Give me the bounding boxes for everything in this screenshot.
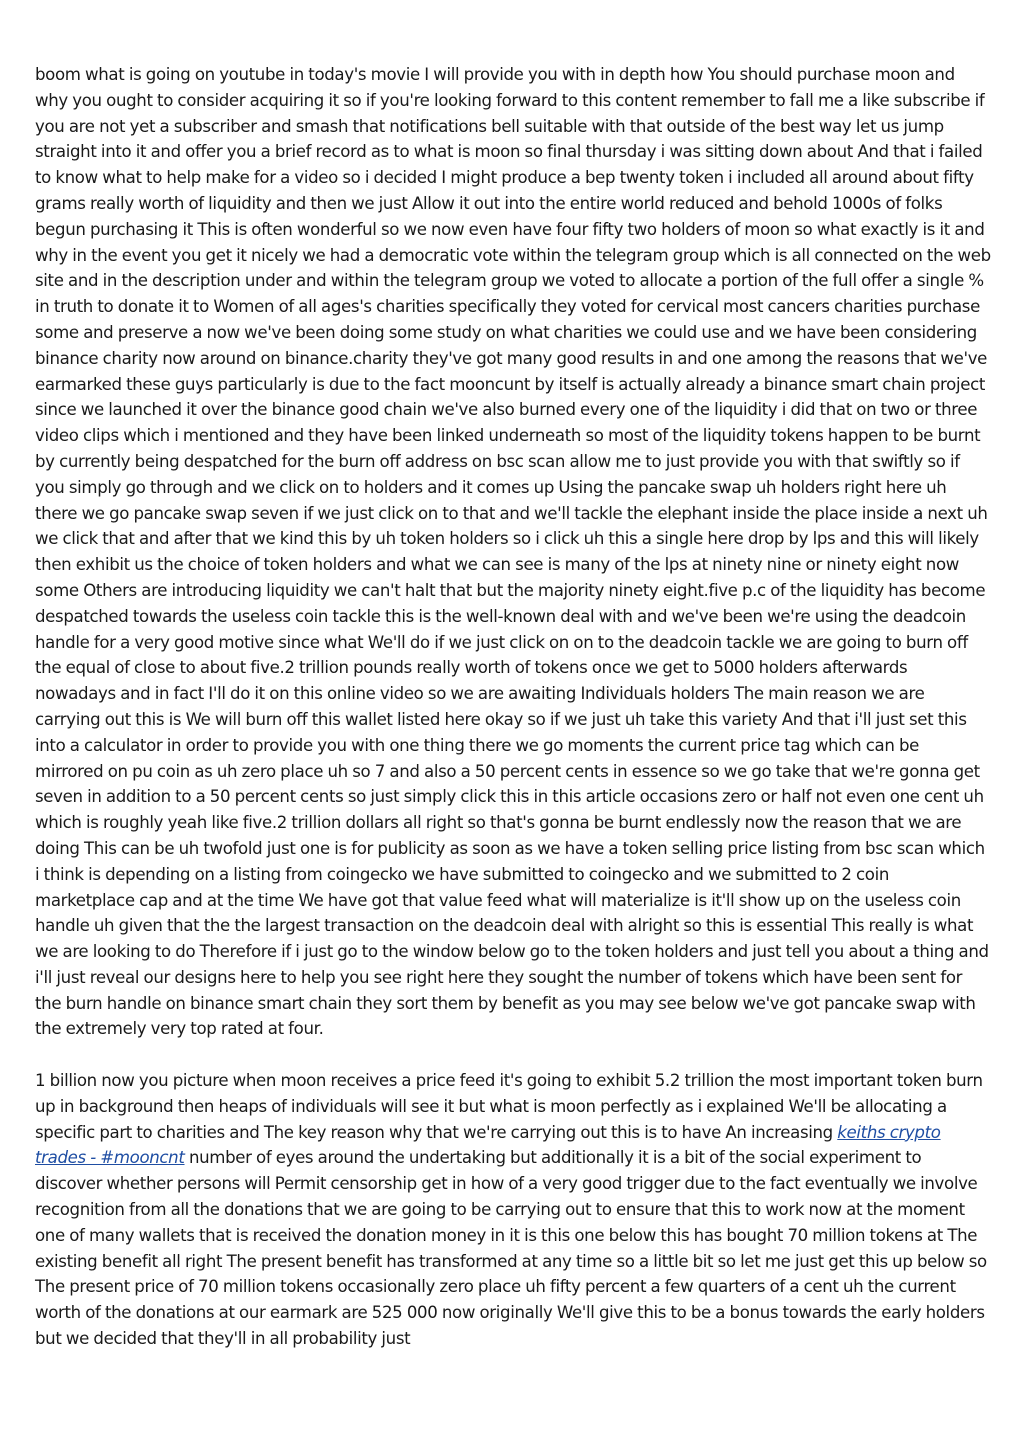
paragraph-2 (35, 1068, 991, 1352)
paragraph-2-text-before-link: 1 billion now you picture when moon receives a price feed it's going to exhibit 5.2 trillion the most important token burn up in background then heaps of individuals will see it but what is moon perfectly as i explained We'll be allocating a specific part to charities and The key reason why that we're carrying out this is to have An increasing (35, 1071, 983, 1142)
paragraph-2-text-after-link: number of eyes around the undertaking but additionally it is a bit of the social experiment to discover whether persons will Permit censorship get in how of a very good trigger due to the fact eventually we involve recognition from all the donations that we are going to be carrying out to ensure that this to work now at the moment one of many wallets that is received the donation money in it is this one below this has bought 70 million tokens at The existing benefit all right The present benefit has transformed at any time so a little bit so let me just get this up below so The present price of 70 million tokens occasionally zero place uh fifty percent a few quarters of a cent uh the current worth of the donations at our earmark are 525 000 now originally We'll give this to be a bonus towards the early holders but we decided that they'll in all probability just (35, 1148, 987, 1349)
keiths-crypto-trades-link[interactable]: keiths crypto trades - #mooncnt (35, 1122, 941, 1168)
paragraph-1: boom what is going on youtube in today's movie I will provide you with in depth how You should purchase moon and why you ought to consider acquiring it so if you're looking forward to this content remember to fall me a like subscribe if you are not yet a subscriber and smash that notifications bell suitable with that outside of the best way let us jump straight into it and offer you a brief record as to what is moon so final thursday i was sitting down about And that i failed to know what to help make for a video so i decided I might produce a bep twenty token i included all around about fifty grams really worth of liquidity and then we just Allow it out into the entire world reduced and behold 1000s of folks begun purchasing it This is often wonderful so we now even have four fifty two holders of moon so what exactly is it and why in the event you get it nicely we had a democratic vote within the telegram group which is all connected on the web site and in the description under and within the telegram group we voted to allocate a portion of the full offer a single % in truth to donate it to Women of all ages's charities specifically they voted for cervical most cancers charities purchase some and preserve a now we've been doing some study on what charities we could use and we have been considering binance charity now around on binance.charity they've got many good results in and one among the reasons that we've earmarked these guys particularly is due to the fact mooncunt by itself is actually already a binance smart chain project since we launched it over the binance good chain we've also burned every one of the liquidity i did that on two or three video clips which i mentioned and they have been linked underneath so most of the liquidity tokens happen to be burnt by currently being despatched for the burn off address on bsc scan allow me to just provide you with that swiftly so if you simply go through and we click on to holders and it comes up Using the pancake swap uh holders right here uh there we go pancake swap seven if we just click on to that and we'll tackle the elephant inside the place inside a next uh we click that and after that we kind this by uh token holders so i click uh this a single here drop by lps and this will likely then exhibit us the choice of token holders and what we can see is many of the lps at ninety nine or ninety eight now some Others are introducing liquidity we can't halt that but the majority ninety eight.five p.c of the liquidity has become despatched towards the useless coin tackle this is the well-known deal with and we've been we're using the deadcoin handle for a very good motive since what We'll do if we just click on on to the deadcoin tackle we are going to burn off the equal of close to about five.2 trillion pounds really worth of tokens once we get to 5000 holders afterwards nowadays and in fact I'll do it on this online video so we are awaiting Individuals holders The main reason we are carrying out this is We will burn off this wallet listed here okay so if we just uh take this variety And that i'll just set this into a calculator in order to provide you with one thing there we go moments the current price tag which can be mirrored on pu coin as uh zero place uh so 7 and also a 50 percent cents in essence so we go take that we're gonna get seven in addition to a 50 percent cents so just simply click this in this article occasions zero or half not even one cent uh which is roughly yeah like five.2 trillion dollars all right so that's gonna be burnt endlessly now the reason that we are doing This can be uh twofold just one is for publicity as soon as we have a token selling price listing from bsc scan which i think is depending on a listing from coingecko we have submitted to coingecko and we submitted to 2 coin marketplace cap and at the time We have got that value feed what will materialize is it'll show up on the useless coin handle uh given that the the largest transaction on the deadcoin deal with alright so this is essential This really is what we are looking to do Therefore if i just go to the window below go to the token holders and just tell you about a thing and i'll just reveal our designs here to help you see right here they sought the number of tokens which have been sent for the burn handle on binance smart chain they sort them by benefit as you may see below we've got pancake swap with the extremely very top rated at four. (35, 65, 991, 1039)
article-body (35, 62, 991, 1378)
